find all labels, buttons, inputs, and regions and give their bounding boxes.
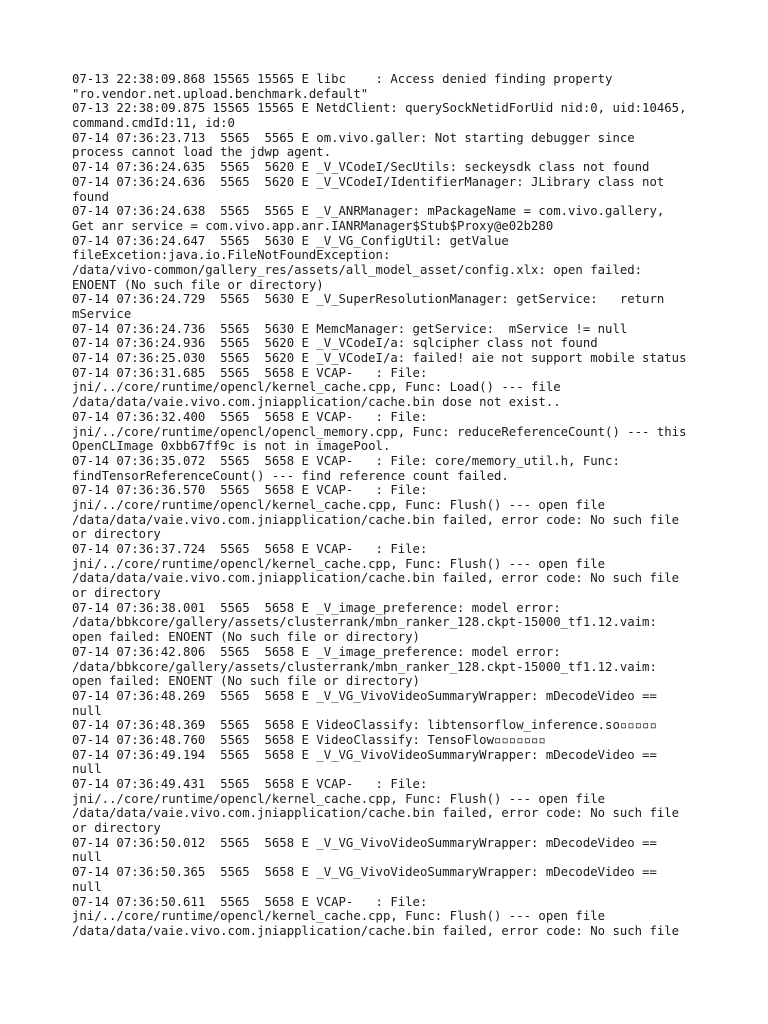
log-line: /data/data/vaie.vivo.com.jniapplication/cache.bin failed, error code: No such file <box>72 923 680 938</box>
log-line: /data/bbkcore/gallery/assets/clusterrank/mbn_ranker_128.ckpt-15000_tf1.12.vaim: <box>72 615 657 630</box>
log-line: /data/bbkcore/gallery/assets/clusterrank/mbn_ranker_128.ckpt-15000_tf1.12.vaim: <box>72 659 657 674</box>
log-line: 07-13 22:38:09.875 15565 15565 E NetdClient: querySockNetidForUid nid:0, uid:10465, <box>72 101 687 116</box>
log-line: null <box>72 762 102 777</box>
log-line: jni/../core/runtime/opencl/kernel_cache.cpp, Func: Flush() --- open file <box>72 556 606 571</box>
log-line: found <box>72 189 110 204</box>
log-line: 07-14 07:36:24.936 5565 5620 E _V_VCodeI/a: sqlcipher class not found <box>72 336 598 351</box>
log-line: 07-14 07:36:24.635 5565 5620 E _V_VCodeI/SecUtils: seckeysdk class not found <box>72 160 650 175</box>
log-line: 07-14 07:36:49.194 5565 5658 E _V_VG_VivoVideoSummaryWrapper: mDecodeVideo == <box>72 747 657 762</box>
log-line: null <box>72 850 102 865</box>
log-line: 07-14 07:36:50.611 5565 5658 E VCAP- : File: <box>72 894 428 909</box>
log-line: OpenCLImage 0xbb67ff9c is not in imagePool. <box>72 439 391 454</box>
log-line: 07-14 07:36:23.713 5565 5565 E om.vivo.galler: Not starting debugger since <box>72 130 635 145</box>
log-line: jni/../core/runtime/opencl/kernel_cache.cpp, Func: Flush() --- open file <box>72 497 606 512</box>
log-line: 07-14 07:36:32.400 5565 5658 E VCAP- : File: <box>72 409 428 424</box>
log-line: process cannot load the jdwp agent. <box>72 145 332 160</box>
log-line: 07-14 07:36:37.724 5565 5658 E VCAP- : File: <box>72 542 428 556</box>
log-line: jni/../core/runtime/opencl/kernel_cache.cpp, Func: Flush() --- open file <box>72 909 606 924</box>
log-line: 07-14 07:36:50.012 5565 5658 E _V_VG_VivoVideoSummaryWrapper: mDecodeVideo == <box>72 835 657 850</box>
log-line: 07-14 07:36:31.685 5565 5658 E VCAP- : File: <box>72 365 428 380</box>
log-line: 07-14 07:36:24.736 5565 5630 E MemcManager: getService: mService != null <box>72 321 628 336</box>
log-line: Get anr service = com.vivo.app.anr.IANRManager$Stub$Proxy@e02b280 <box>72 218 554 233</box>
log-line: 07-14 07:36:42.806 5565 5658 E _V_image_preference: model error: <box>72 644 561 659</box>
log-line: mService <box>72 307 132 321</box>
log-line: or directory <box>72 586 161 601</box>
log-line: 07-14 07:36:24.729 5565 5630 E _V_SuperResolutionManager: getService: return <box>72 292 665 307</box>
log-line: 07-14 07:36:24.636 5565 5620 E _V_VCodeI/IdentifierManager: JLibrary class not <box>72 174 665 189</box>
log-line: 07-14 07:36:48.760 5565 5658 E VideoClassify: TensoFlow▫▫▫▫▫▫▫ <box>72 732 546 747</box>
log-line: command.cmdId:11, id:0 <box>72 116 235 131</box>
log-line: open failed: ENOENT (No such file or directory) <box>72 630 420 645</box>
log-line: 07-14 07:36:25.030 5565 5620 E _V_VCodeI/a: failed! aie not support mobile status <box>72 351 687 366</box>
log-line: "ro.vendor.net.upload.benchmark.default" <box>72 86 369 101</box>
log-line: 07-14 07:36:49.431 5565 5658 E VCAP- : File: <box>72 777 428 791</box>
log-line: jni/../core/runtime/opencl/kernel_cache.cpp, Func: Flush() --- open file <box>72 791 606 806</box>
log-line: fileExcetion:java.io.FileNotFoundException: <box>72 248 391 263</box>
log-line: 07-14 07:36:48.269 5565 5658 E _V_VG_VivoVideoSummaryWrapper: mDecodeVideo == <box>72 688 657 703</box>
log-line: null <box>72 879 102 894</box>
log-line: 07-13 22:38:09.868 15565 15565 E libc : Access denied finding property <box>72 72 613 86</box>
log-line: open failed: ENOENT (No such file or directory) <box>72 674 420 689</box>
log-line: 07-14 07:36:36.570 5565 5658 E VCAP- : File: <box>72 483 428 498</box>
log-line: or directory <box>72 821 161 836</box>
log-line: jni/../core/runtime/opencl/opencl_memory.cpp, Func: reduceReferenceCount() --- this <box>72 424 687 439</box>
log-line: /data/data/vaie.vivo.com.jniapplication/cache.bin failed, error code: No such file <box>72 571 680 586</box>
log-line: /data/data/vaie.vivo.com.jniapplication/cache.bin dose not exist.. <box>72 395 561 410</box>
log-line: 07-14 07:36:35.072 5565 5658 E VCAP- : File: core/memory_util.h, Func: <box>72 453 620 468</box>
log-line: 07-14 07:36:38.001 5565 5658 E _V_image_preference: model error: <box>72 600 561 615</box>
log-line: or directory <box>72 527 161 542</box>
log-line: jni/../core/runtime/opencl/kernel_cache.cpp, Func: Load() --- file <box>72 380 561 395</box>
log-text-block <box>72 72 702 939</box>
log-line: 07-14 07:36:48.369 5565 5658 E VideoClassify: libtensorflow_inference.so▫▫▫▫▫ <box>72 718 657 733</box>
log-line: 07-14 07:36:50.365 5565 5658 E _V_VG_VivoVideoSummaryWrapper: mDecodeVideo == <box>72 865 657 880</box>
log-line: /data/vivo-common/gallery_res/assets/all_model_asset/config.xlx: open failed: <box>72 262 643 277</box>
log-line: 07-14 07:36:24.647 5565 5630 E _V_VG_ConfigUtil: getValue <box>72 233 509 248</box>
log-line: null <box>72 703 102 718</box>
log-line: findTensorReferenceCount() --- find reference count failed. <box>72 468 509 483</box>
log-line: 07-14 07:36:24.638 5565 5565 E _V_ANRManager: mPackageName = com.vivo.gallery, <box>72 204 665 219</box>
log-line: /data/data/vaie.vivo.com.jniapplication/cache.bin failed, error code: No such file <box>72 806 680 821</box>
log-line: ENOENT (No such file or directory) <box>72 277 324 292</box>
log-line: /data/data/vaie.vivo.com.jniapplication/cache.bin failed, error code: No such file <box>72 512 680 527</box>
